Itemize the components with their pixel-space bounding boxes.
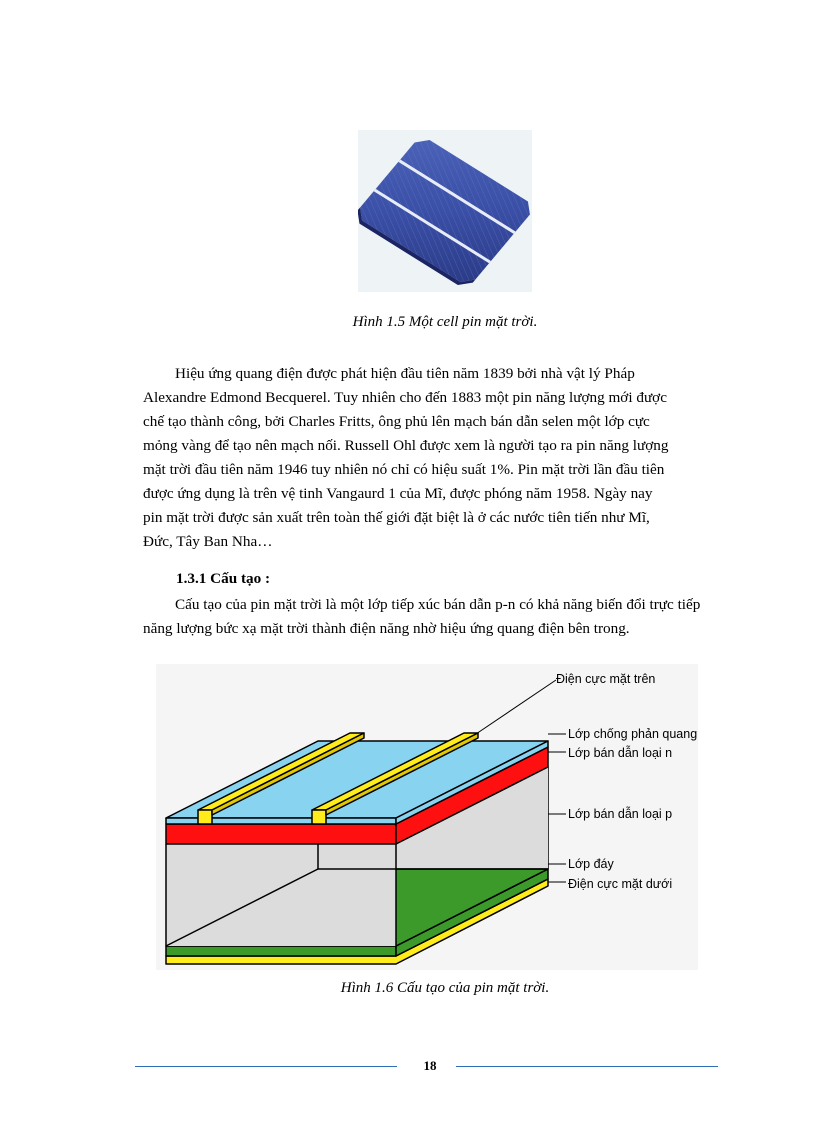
paragraph-line: Alexandre Edmond Becquerel. Tuy nhiên cho đến 1883 một pin năng lượng mới được	[143, 389, 667, 406]
cell-structure-figure	[156, 664, 698, 970]
label-p-layer: Lớp bán dẫn loại p	[568, 807, 673, 821]
paragraph-line: pin mặt trời được sản xuất trên toàn thế giới đặt biệt là ở các nước tiên tiến như Mĩ,	[143, 509, 650, 526]
p-layer-front	[166, 844, 396, 946]
paragraph-line: mỏng vàng để tạo nên mạch nối. Russell Ohl được xem là người tạo ra pin năng lượng	[143, 437, 669, 454]
base-layer-front	[166, 946, 396, 956]
intro-paragraph	[143, 362, 743, 554]
paragraph-line: Hiệu ứng quang điện được phát hiện đầu tiên năm 1839 bởi nhà vật lý Pháp	[175, 365, 635, 382]
paragraph-line: năng lượng bức xạ mặt trời thành điện năng nhờ hiệu ứng quang điện bên trong.	[143, 620, 630, 637]
footer-rule-right	[456, 1066, 718, 1067]
label-base-layer: Lớp đáy	[568, 857, 614, 871]
label-top-electrode: Điện cực mặt trên	[556, 672, 656, 686]
n-layer-front	[166, 824, 396, 844]
paragraph-line: chế tạo thành công, bởi Charles Fritts, ông phủ lên mạch bán dẫn selen một lớp cực	[143, 413, 650, 430]
paragraph-line: mặt trời đầu tiên năm 1946 tuy nhiên nó chỉ có hiệu suất 1%. Pin mặt trời lần đầu tiên	[143, 461, 665, 478]
footer-rule-left	[135, 1066, 397, 1067]
section-paragraph	[143, 593, 753, 641]
figure-1-caption: Hình 1.5 Một cell pin mặt trời.	[352, 314, 538, 330]
solar-cell-figure	[358, 130, 532, 292]
page-number: 18	[423, 1058, 437, 1073]
label-bottom-electrode: Điện cực mặt dưới	[568, 877, 673, 891]
label-anti-reflective: Lớp chống phản quang	[568, 727, 698, 741]
section-heading: 1.3.1 Cấu tạo :	[176, 570, 271, 587]
label-n-layer: Lớp bán dẫn loại n	[568, 746, 673, 760]
figure-2-caption: Hình 1.6 Cấu tạo của pin mặt trời.	[340, 980, 550, 996]
paragraph-line: Đức, Tây Ban Nha…	[143, 533, 273, 550]
paragraph-line: được ứng dụng là trên vệ tinh Vangaurd 1 của Mĩ, được phóng năm 1958. Ngày nay	[143, 485, 653, 502]
solar-cell-image	[358, 130, 532, 292]
paragraph-line: Cấu tạo của pin mặt trời là một lớp tiếp xúc bán dẫn p-n có khả năng biến đổi trực tiếp	[175, 596, 701, 613]
